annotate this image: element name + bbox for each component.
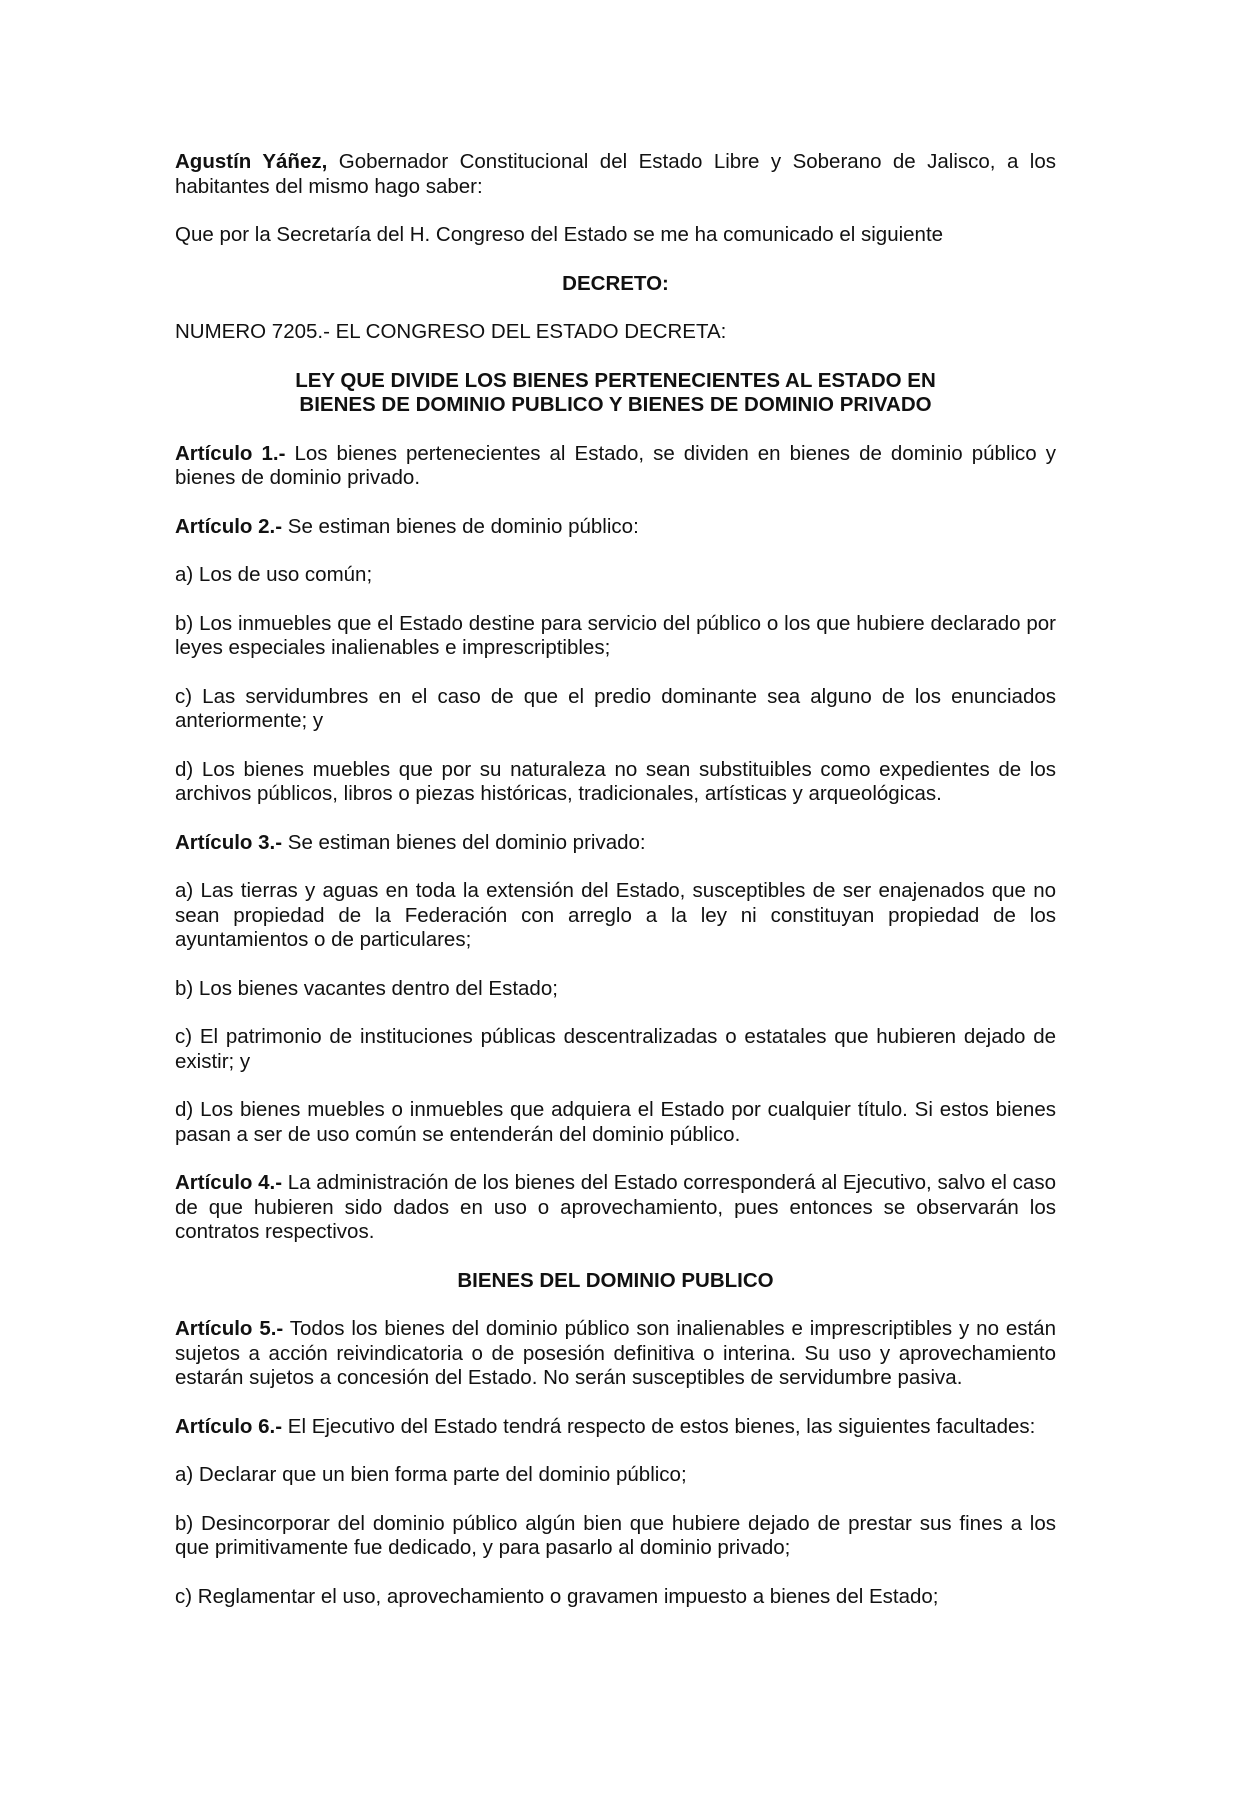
article-3-item-c: c) El patrimonio de instituciones públicas descentralizadas o estatales que hubieren dejado de existir; y <box>175 1025 1056 1073</box>
intro-text: Gobernador Constitucional del Estado Libre y Soberano de Jalisco, a los habitantes del mismo hago saber: <box>175 150 1056 198</box>
article-4-label: Artículo 4.- <box>175 1171 283 1194</box>
article-2-label: Artículo 2.- <box>175 514 283 538</box>
article-6-item-b: b) Desincorporar del dominio público algún bien que hubiere dejado de prestar sus fines a los que primitivamente fue dedicado, y para pasarlo al dominio privado; <box>175 1511 1056 1559</box>
ley-title <box>175 369 1056 418</box>
article-6-label: Artículo 6.- <box>175 1414 283 1438</box>
article-4-text: La administración de los bienes del Estado corresponderá al Ejecutivo, salvo el caso de que hubieren sido dados en uso o aprovechamiento, pues entonces se observarán los contratos respectivos. <box>175 1171 1056 1243</box>
governor-name: Agustín Yáñez, <box>175 150 328 173</box>
article-3-item-a: a) Las tierras y aguas en toda la extensión del Estado, susceptibles de ser enajenados que no sean propiedad de la Federación con arreglo a la ley ni constituyan propiedad de los ayuntamientos o de particulares; <box>175 879 1056 951</box>
article-6-item-a: a) Declarar que un bien forma parte del dominio público; <box>175 1463 687 1486</box>
article-4 <box>175 1171 1056 1245</box>
article-5 <box>175 1317 1056 1391</box>
ley-title-line-1: LEY QUE DIVIDE LOS BIENES PERTENECIENTES AL ESTADO EN <box>295 368 936 392</box>
article-5-text: Todos los bienes del dominio público son inalienables e imprescriptibles y no están sujetos a acción reivindicatoria o de posesión definitiva o interina. Su uso y aprovechamiento estarán sujetos a concesión del Estado. No serán susceptibles de servidumbre pasiva. <box>175 1317 1056 1389</box>
article-1-label: Artículo 1.- <box>175 441 286 465</box>
article-1 <box>175 442 1056 491</box>
numero-paragraph: NUMERO 7205.- EL CONGRESO DEL ESTADO DECRETA: <box>175 320 727 343</box>
article-2-text: Se estiman bienes de dominio público: <box>282 514 639 538</box>
article-6-text: El Ejecutivo del Estado tendrá respecto de estos bienes, las siguientes facultades: <box>282 1414 1036 1438</box>
article-2-item-a: a) Los de uso común; <box>175 563 373 586</box>
article-3-label: Artículo 3.- <box>175 830 283 854</box>
article-3 <box>175 831 1056 856</box>
comunicado-paragraph: Que por la Secretaría del H. Congreso del Estado se me ha comunicado el siguiente <box>175 223 944 246</box>
intro-paragraph <box>175 150 1056 199</box>
ley-title-line-2: BIENES DE DOMINIO PUBLICO Y BIENES DE DOMINIO PRIVADO <box>299 393 932 416</box>
article-1-text: Los bienes pertenecientes al Estado, se dividen en bienes de dominio público y bienes de dominio privado. <box>175 441 1056 489</box>
article-3-item-d: d) Los bienes muebles o inmuebles que adquiera el Estado por cualquier título. Si estos bienes pasan a ser de uso común se entenderán del dominio público. <box>175 1098 1056 1146</box>
article-3-item-b: b) Los bienes vacantes dentro del Estado; <box>175 976 558 1000</box>
article-2 <box>175 515 1056 540</box>
section-heading-dominio-publico: BIENES DEL DOMINIO PUBLICO <box>457 1268 774 1292</box>
article-6 <box>175 1415 1056 1440</box>
article-2-item-b: b) Los inmuebles que el Estado destine para servicio del público o los que hubiere declarado por leyes especiales inalienables e imprescriptibles; <box>175 611 1056 659</box>
article-6-item-c: c) Reglamentar el uso, aprovechamiento o gravamen impuesto a bienes del Estado; <box>175 1584 939 1608</box>
article-3-text: Se estiman bienes del dominio privado: <box>282 830 646 854</box>
article-5-label: Artículo 5.- <box>175 1317 284 1340</box>
article-2-item-d: d) Los bienes muebles que por su naturaleza no sean substituibles como expedientes de los archivos públicos, libros o piezas históricas, tradicionales, artísticas y arqueológicas. <box>175 757 1056 805</box>
article-2-item-c: c) Las servidumbres en el caso de que el predio dominante sea alguno de los enunciados anteriormente; y <box>175 684 1056 732</box>
decreto-heading: DECRETO: <box>562 271 669 295</box>
